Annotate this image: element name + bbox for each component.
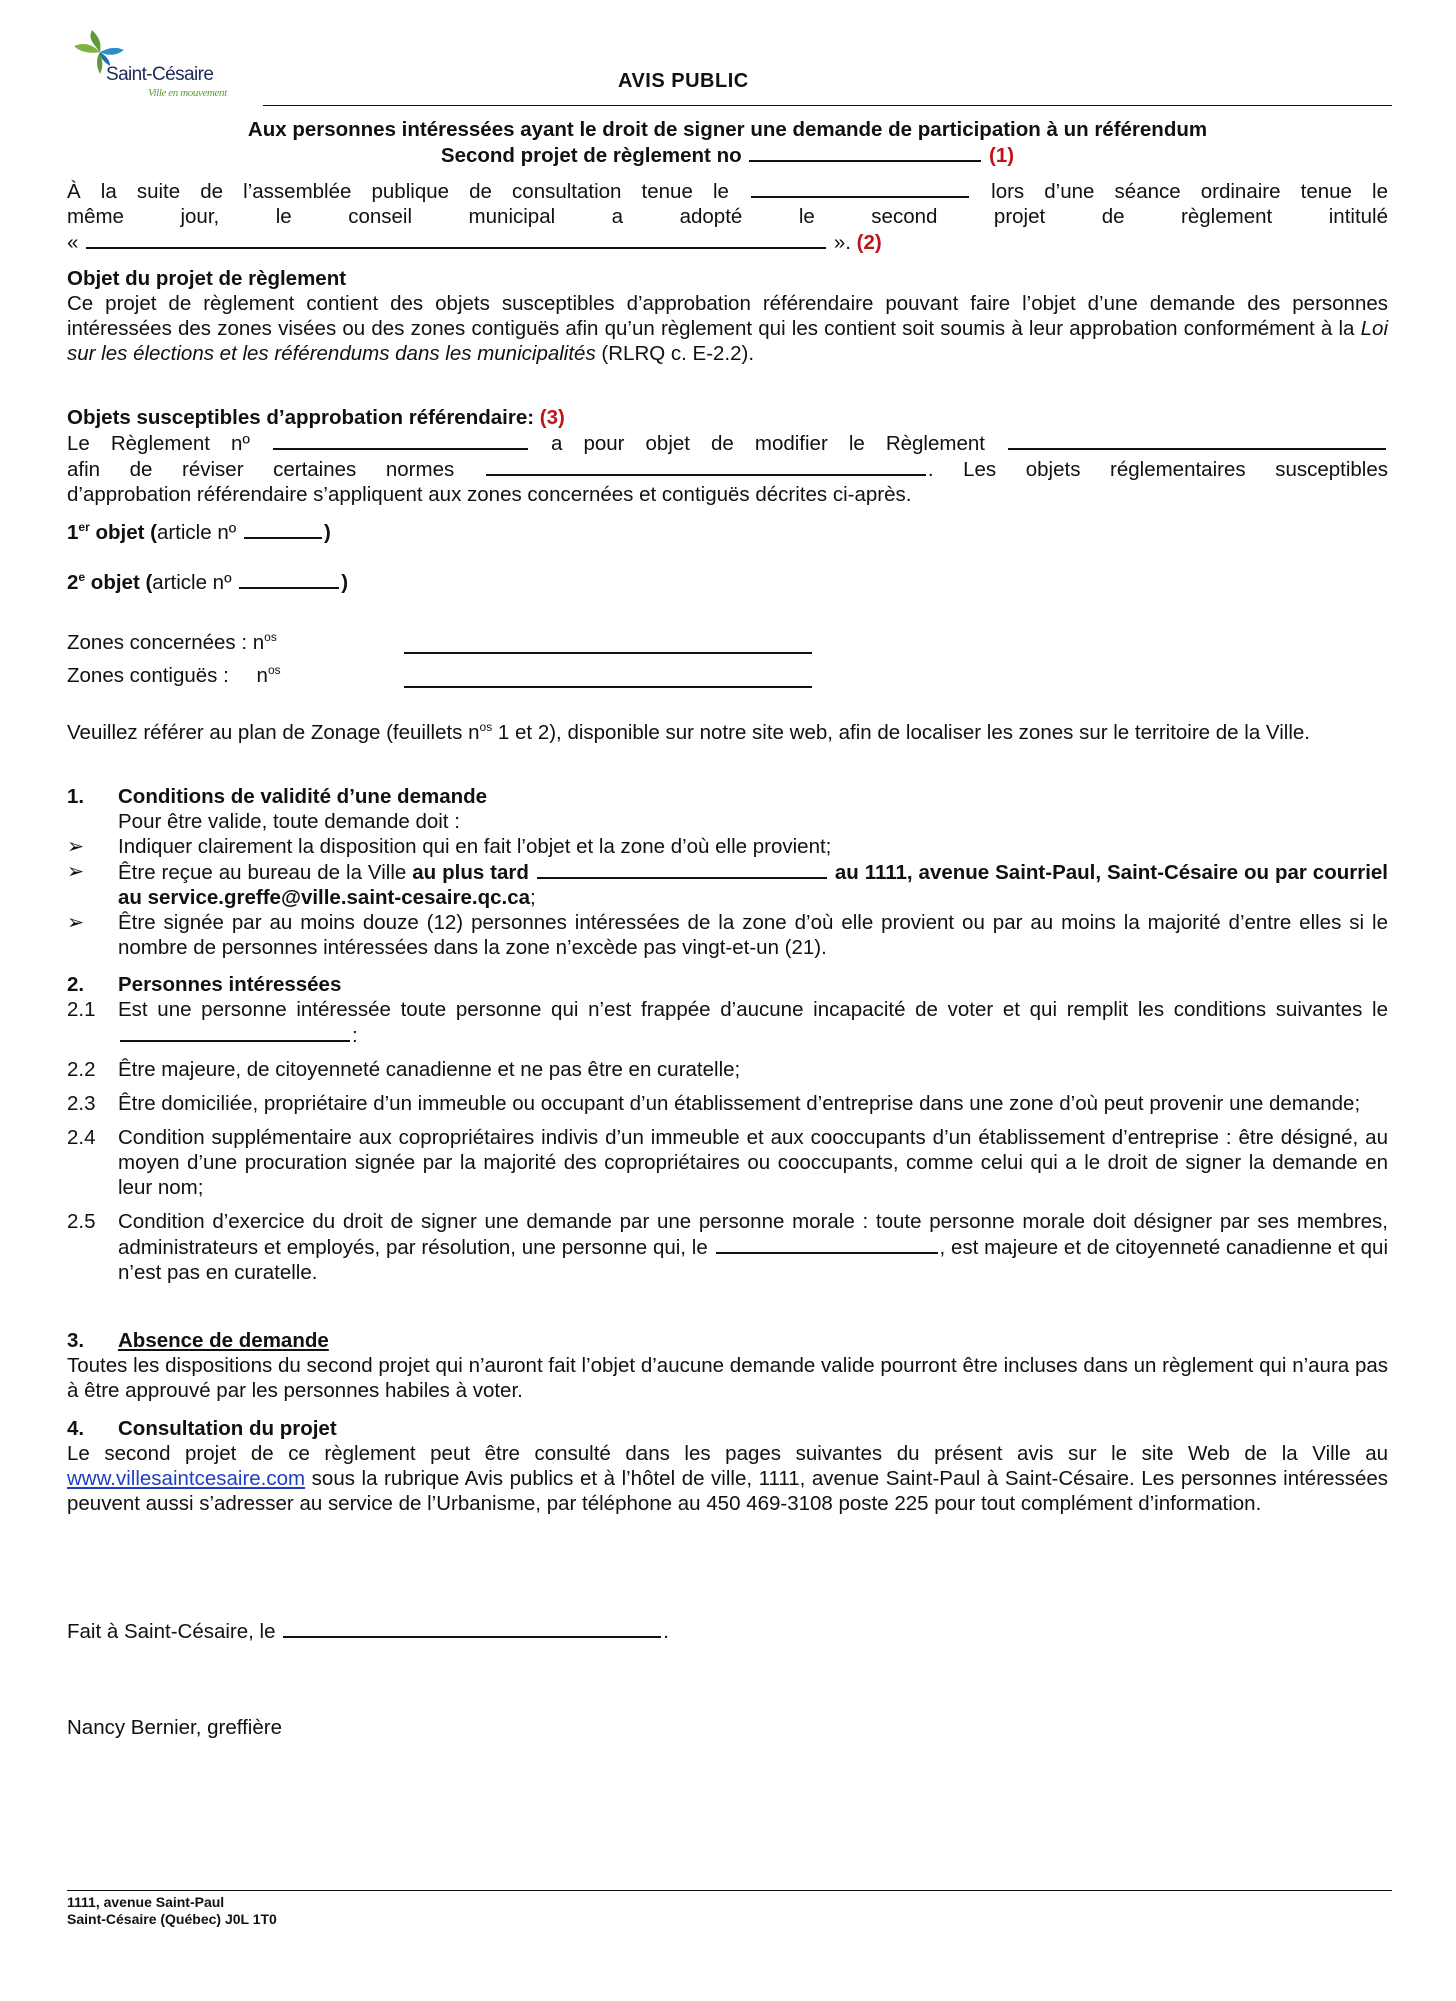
signature-end: . [663, 1620, 669, 1643]
saint-cesaire-logo [70, 30, 245, 105]
normes-label: afin de réviser certaines normes [67, 458, 455, 481]
objet-section [67, 266, 1388, 366]
condition-bullet-3 [67, 910, 1388, 960]
item-2-2-number: 2.2 [67, 1058, 96, 1081]
condition-1-text: Indiquer clairement la disposition qui en fait l’objet et la zone d’où elle provient; [118, 835, 832, 858]
reglement-title-blank[interactable] [86, 229, 826, 249]
objets-susceptibles-section [67, 405, 1388, 507]
intro-text-2: lors d’une séance ordinaire tenue le [991, 180, 1388, 203]
objet-2 [67, 569, 348, 595]
objet-2-sup: e [78, 570, 86, 585]
zones-contigues-row [67, 663, 281, 688]
conditions-date-blank[interactable] [120, 1022, 350, 1042]
section-3-text: Toutes les dispositions du second projet qui n’auront fait l’objet d’aucune demande valide pourront être incluses dans un règlement qui n’aura pas à être approuvé par les personnes habiles à voter. [67, 1354, 1388, 1402]
section-3-number: 3. [67, 1329, 85, 1352]
logo-name: Saint-Césaire [106, 64, 214, 85]
item-2-4-number: 2.4 [67, 1126, 96, 1149]
plan-zonage-paragraph [67, 720, 1388, 745]
plan-text-b: 1 et 2), disponible sur notre site web, afin de localiser les zones sur le territoire de la Ville. [492, 721, 1310, 744]
footer-divider [67, 1890, 1392, 1891]
item-2-4-text: Condition supplémentaire aux copropriétaires indivis d’un immeuble et aux cooccupants d’un établissement d’entreprise : être désigné, au moyen d’une procuration signée par la majorité des copropriétaires ou cooccupants, comme celui qui a le droit de signer la demande en leur nom; [118, 1126, 1388, 1199]
intro-line-1 [67, 178, 1388, 204]
arrow-bullet-icon: ➢ [67, 835, 85, 858]
note-marker-1: (1) [989, 144, 1015, 167]
objet-text-b: (RLRQ c. E-2.2). [601, 342, 755, 365]
section-1-title: Conditions de validité d’une demande [118, 785, 488, 808]
zones-concernees-label: Zones concernées : [67, 631, 248, 654]
assembly-date-blank[interactable] [751, 178, 969, 198]
objets-susceptibles-title: Objets susceptibles d’approbation référendaire: [67, 406, 535, 429]
objet-2-article-blank[interactable] [239, 569, 339, 589]
logo-tagline: Ville en mouvement [148, 87, 227, 99]
section-2-title: Personnes intéressées [118, 973, 342, 996]
intro-line-2: même jour, le conseil municipal a adopté le second projet de règlement intitulé [67, 205, 1388, 228]
zones-contigues-label: Zones contiguës : [67, 664, 229, 687]
objet-1-paren-close: ) [323, 521, 331, 544]
modified-reglement-blank[interactable] [1008, 430, 1386, 450]
objet-2-paren-open: ( [145, 571, 153, 594]
arrow-bullet-icon: ➢ [67, 860, 85, 883]
reglement-no-blank[interactable] [273, 430, 528, 450]
item-2-1-end: : [352, 1024, 358, 1047]
plan-text-a: Veuillez référer au plan de Zonage (feuillets n [67, 721, 480, 744]
heading-line-1: Aux personnes intéressées ayant le droit de signer une demande de participation à un référendum [247, 118, 1208, 141]
item-2-3-number: 2.3 [67, 1092, 96, 1115]
section-1-intro: Pour être valide, toute demande doit : [118, 810, 460, 833]
item-2-2-text: Être majeure, de citoyenneté canadienne et ne pas être en curatelle; [118, 1058, 741, 1081]
law-title: Loi sur les élections et les référendums dans les municipalités [67, 317, 1388, 365]
heading-reglement-label: Second projet de règlement no [440, 144, 742, 167]
arrow-bullet-icon: ➢ [67, 911, 85, 934]
item-2-3 [67, 1091, 1388, 1116]
plan-sup: os [479, 720, 493, 735]
zones-concernees-sup: os [264, 630, 277, 645]
section-4-text [67, 1441, 1388, 1516]
item-2-4 [67, 1125, 1388, 1200]
notice-heading [67, 117, 1388, 168]
deadline-date-blank[interactable] [537, 859, 827, 879]
section-4-number: 4. [67, 1417, 85, 1440]
objet-2-number: 2 [67, 571, 79, 594]
signature-date-blank[interactable] [283, 1618, 661, 1638]
heading-line-2 [67, 142, 1388, 168]
objet-title: Objet du projet de règlement [67, 267, 347, 290]
condition-2-end: ; [530, 886, 536, 909]
intro-text-1: À la suite de l’assemblée publique de consultation tenue le [67, 180, 729, 203]
signer-name: Nancy Bernier, greffière [67, 1716, 282, 1739]
zones-contigues-no: n [256, 664, 268, 687]
section-1 [67, 784, 1388, 960]
footer-address [67, 1894, 277, 1928]
item-2-5 [67, 1209, 1388, 1285]
objet-2-label: objet [90, 571, 140, 594]
objet-1-label: objet [95, 521, 145, 544]
section-4-text-a: Le second projet de ce règlement peut être consulté dans les pages suivantes du présent avis sur le site Web de la Ville au [67, 1442, 1388, 1465]
section-2-number: 2. [67, 973, 85, 996]
zones-concernees-no: n [252, 631, 265, 654]
item-2-5-number: 2.5 [67, 1210, 96, 1233]
zones-concernees-blank[interactable] [404, 652, 812, 654]
objet-1 [67, 519, 331, 545]
section-3-heading [67, 1328, 1388, 1353]
objet-1-paren-open: ( [150, 521, 157, 544]
section-3-title: Absence de demande [118, 1329, 329, 1352]
section-2-heading [67, 972, 1388, 997]
page-title: AVIS PUBLIC [618, 70, 749, 92]
reglement-line [67, 430, 1388, 456]
objet-1-sup: er [78, 520, 90, 535]
reglement-number-blank[interactable] [749, 142, 981, 162]
section-2 [67, 972, 1388, 1285]
objet-1-number: 1 [67, 521, 79, 544]
website-link[interactable]: www.villesaintcesaire.com [67, 1467, 306, 1490]
objet-1-article-blank[interactable] [244, 519, 322, 539]
normes-blank[interactable] [486, 456, 926, 476]
objets-susceptibles-title-row [67, 405, 1388, 430]
condition-2-deadline-label: au plus tard [412, 861, 529, 884]
intro-paragraph [67, 178, 1388, 255]
zones-concernees-row [67, 630, 277, 655]
condition-bullet-2 [67, 859, 1388, 910]
representative-date-blank[interactable] [716, 1234, 938, 1254]
quote-close: ». [833, 231, 851, 254]
item-2-1-text: Est une personne intéressée toute personne qui n’est frappée d’aucune incapacité de voter et qui remplit les conditions suivantes le [118, 998, 1388, 1021]
objet-text [67, 291, 1388, 366]
reglement-label: Le Règlement nº [67, 432, 250, 455]
section-1-number: 1. [67, 785, 85, 808]
objet-1-article-label: article nº [156, 521, 237, 544]
header-divider [263, 105, 1392, 106]
zones-contigues-sup: os [267, 663, 281, 678]
section-4-title: Consultation du projet [118, 1417, 337, 1440]
zones-contigues-blank[interactable] [404, 686, 812, 688]
condition-bullet-1 [67, 834, 1388, 859]
objet-text-a: Ce projet de règlement contient des objets susceptibles d’approbation référendaire pouvant faire l’objet d’une demande des personnes intéressées des zones visées ou des zones contiguës afin qu’un règlement qui les contient soit soumis à leur approbation conformément à la [67, 292, 1388, 340]
condition-2-text-a: Être reçue au bureau de la Ville [118, 861, 413, 884]
objet-2-article-label: article nº [152, 571, 232, 594]
section-4 [67, 1416, 1388, 1516]
item-2-1 [67, 997, 1388, 1048]
section-1-heading [67, 784, 1388, 809]
item-2-1-number: 2.1 [67, 998, 96, 1021]
condition-2-address: au 1111, avenue Saint-Paul, Saint-Césaire ou par courriel au service.greffe@ville.saint-cesaire.qc.ca [118, 861, 1389, 909]
condition-3-text: Être signée par au moins douze (12) personnes intéressées de la zone d’où elle provient ou par au moins la majorité d’entre elles si le nombre de personnes intéressées dans la zone n’excède pas vingt-et-un (21). [118, 911, 1388, 959]
signature-place: Fait à Saint-Césaire, le [67, 1620, 276, 1643]
note-marker-2: (2) [856, 231, 882, 254]
objet-2-paren-close: ) [341, 571, 349, 594]
section-4-heading [67, 1416, 1388, 1441]
section-4-text-b: sous la rubrique Avis publics et à l’hôtel de ville, 1111, avenue Saint-Paul à Saint-Césaire. Les personnes intéressées peuvent aussi s’adresser au service de l’Urbanisme, par téléphone au 450 469-3108 poste 225 pour tout complément d’information. [67, 1467, 1388, 1515]
footer-address-line-2: Saint-Césaire (Québec) J0L 1T0 [67, 1911, 277, 1927]
item-2-5-text: Condition d’exercice du droit de signer une demande par une personne morale : toute personne morale doit désigner par ses membres, administrateurs et employés, par résolution, une personne qui, le [118, 1210, 1388, 1259]
modifier-label: a pour objet de modifier le Règlement [551, 432, 985, 455]
item-2-3-text: Être domiciliée, propriétaire d’un immeuble ou occupant d’un établissement d’entreprise dans une zone d’où peut provenir une demande; [118, 1092, 1361, 1115]
signature-place-date [67, 1618, 669, 1644]
normes-line [67, 456, 1388, 482]
zones-description-line: d’approbation référendaire s’appliquent aux zones concernées et contiguës décrites ci-après. [67, 483, 912, 506]
section-3 [67, 1328, 1388, 1403]
item-2-5-end: , est majeure et de citoyenneté canadienne et qui n’est pas en curatelle. [118, 1236, 1388, 1284]
note-marker-3: (3) [539, 406, 565, 429]
item-2-2 [67, 1057, 1388, 1082]
quote-open: « [67, 231, 79, 254]
intro-line-3 [67, 229, 1388, 255]
footer-address-line-1: 1111, avenue Saint-Paul [67, 1894, 225, 1910]
normes-text-end: . Les objets réglementaires susceptibles [927, 458, 1389, 481]
